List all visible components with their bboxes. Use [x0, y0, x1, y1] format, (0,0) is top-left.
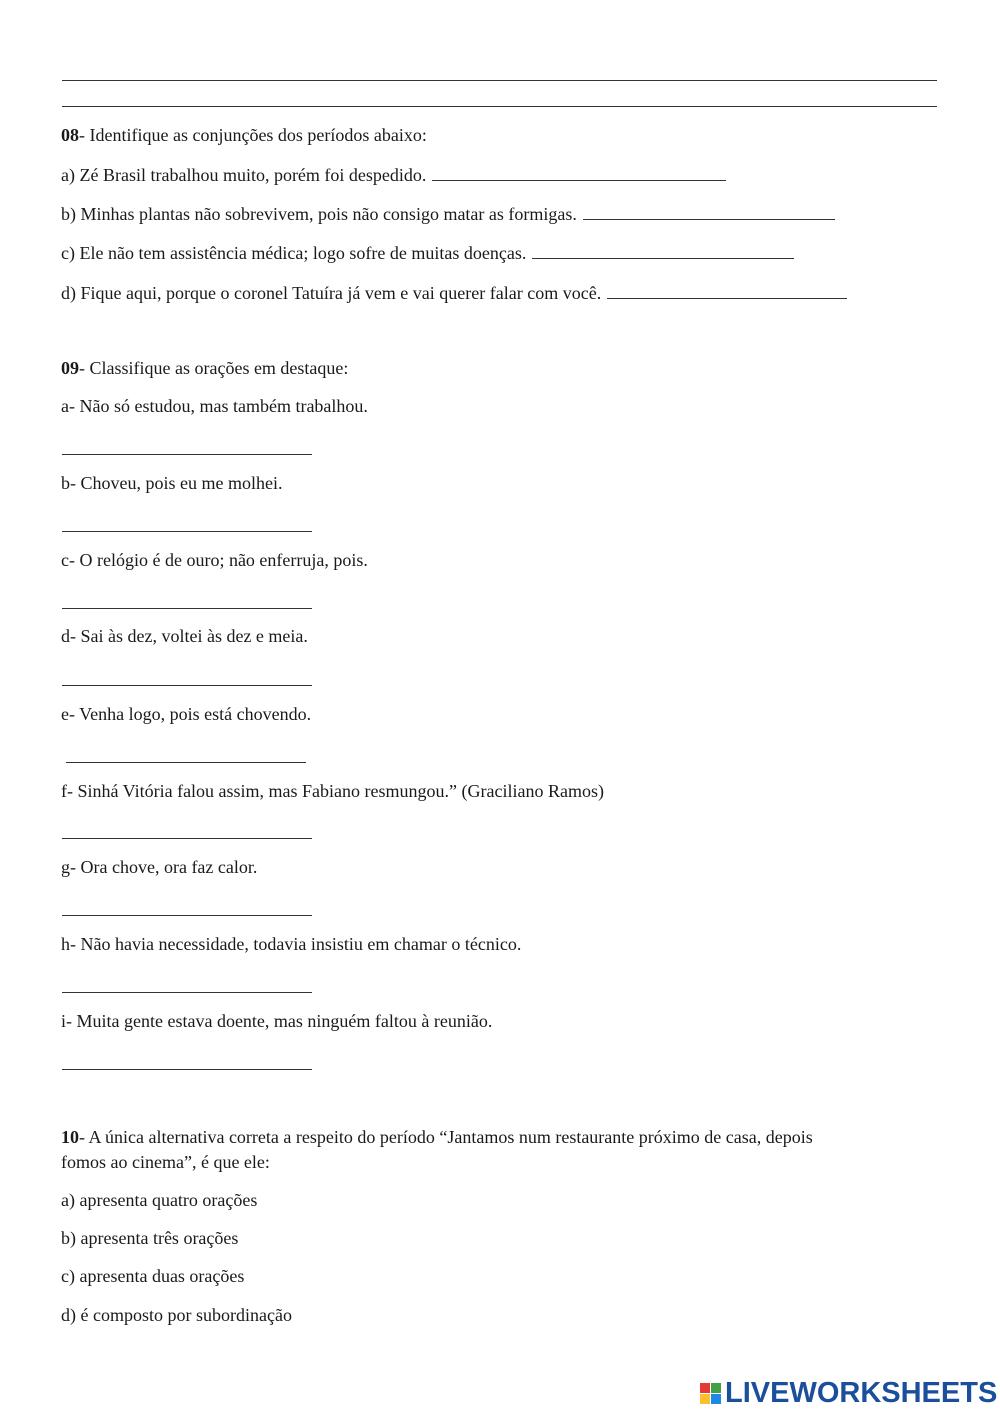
q09-answer-g[interactable]: [62, 915, 312, 916]
q08-number: 08: [61, 125, 79, 145]
liveworksheets-logo-icon: [700, 1383, 721, 1404]
q08-item-a: [61, 164, 726, 186]
q08-prompt: - Identifique as conjunções dos períodos abaixo:: [79, 125, 427, 145]
q09-item-h: h- Não havia necessidade, todavia insistiu em chamar o técnico.: [61, 934, 522, 954]
q09-item-a: a- Não só estudou, mas também trabalhou.: [61, 396, 368, 416]
logo-square-3: [700, 1394, 710, 1404]
q09-answer-i[interactable]: [62, 1069, 312, 1070]
q08-answer-a[interactable]: [432, 164, 726, 181]
brand-name: LIVEWORKSHEETS: [725, 1376, 998, 1409]
q10-option-b[interactable]: b) apresenta três orações: [61, 1228, 239, 1248]
logo-square-4: [711, 1394, 721, 1404]
q08-answer-d[interactable]: [607, 282, 847, 299]
q09-item-g: g- Ora chove, ora faz calor.: [61, 857, 258, 877]
q08-item-c: [61, 242, 794, 264]
q09-answer-h[interactable]: [62, 992, 312, 993]
q09-answer-c[interactable]: [62, 608, 312, 609]
q10-prompt-line2: fomos ao cinema”, é que ele:: [61, 1152, 270, 1172]
q08-item-c-text: c) Ele não tem assistência médica; logo sofre de muitas doenças.: [61, 243, 527, 263]
q09-answer-b[interactable]: [62, 531, 312, 532]
q09-answer-a[interactable]: [62, 454, 312, 455]
q10-option-c[interactable]: c) apresenta duas orações: [61, 1266, 245, 1286]
q08-item-d: [61, 282, 847, 304]
q08-item-d-text: d) Fique aqui, porque o coronel Tatuíra já vem e vai querer falar com você.: [61, 283, 602, 303]
top-rule-2: [62, 106, 937, 107]
q09-answer-e[interactable]: [66, 762, 306, 763]
q10-number: 10: [61, 1127, 79, 1147]
q10-option-a[interactable]: a) apresenta quatro orações: [61, 1190, 258, 1210]
q09-answer-f[interactable]: [62, 838, 312, 839]
q09-answer-d[interactable]: [62, 685, 312, 686]
q09-item-b: b- Choveu, pois eu me molhei.: [61, 473, 283, 493]
q09-item-d: d- Sai às dez, voltei às dez e meia.: [61, 626, 308, 646]
top-rule-1: [62, 80, 937, 81]
q09-heading: [61, 357, 348, 379]
q09-item-i: i- Muita gente estava doente, mas ninguém faltou à reunião.: [61, 1011, 493, 1031]
q09-item-e: e- Venha logo, pois está chovendo.: [61, 704, 312, 724]
q08-answer-b[interactable]: [583, 203, 835, 220]
q08-item-b: [61, 203, 835, 225]
q09-number: 09: [61, 358, 79, 378]
q08-heading: [61, 124, 427, 146]
q10-prompt-line1: - A única alternativa correta a respeito do período “Jantamos num restaurante próximo de casa, depois: [79, 1127, 813, 1147]
liveworksheets-logo: [700, 1378, 997, 1408]
q08-answer-c[interactable]: [532, 242, 794, 259]
logo-square-1: [700, 1383, 710, 1393]
q10-option-d[interactable]: d) é composto por subordinação: [61, 1305, 292, 1325]
q10-heading: [61, 1126, 813, 1148]
q08-item-b-text: b) Minhas plantas não sobrevivem, pois não consigo matar as formigas.: [61, 204, 577, 224]
logo-square-2: [711, 1383, 721, 1393]
q08-item-a-text: a) Zé Brasil trabalhou muito, porém foi despedido.: [61, 165, 427, 185]
q09-item-c: c- O relógio é de ouro; não enferruja, pois.: [61, 550, 368, 570]
q09-item-f: f- Sinhá Vitória falou assim, mas Fabiano resmungou.” (Graciliano Ramos): [61, 781, 604, 801]
q09-prompt: - Classifique as orações em destaque:: [79, 358, 349, 378]
